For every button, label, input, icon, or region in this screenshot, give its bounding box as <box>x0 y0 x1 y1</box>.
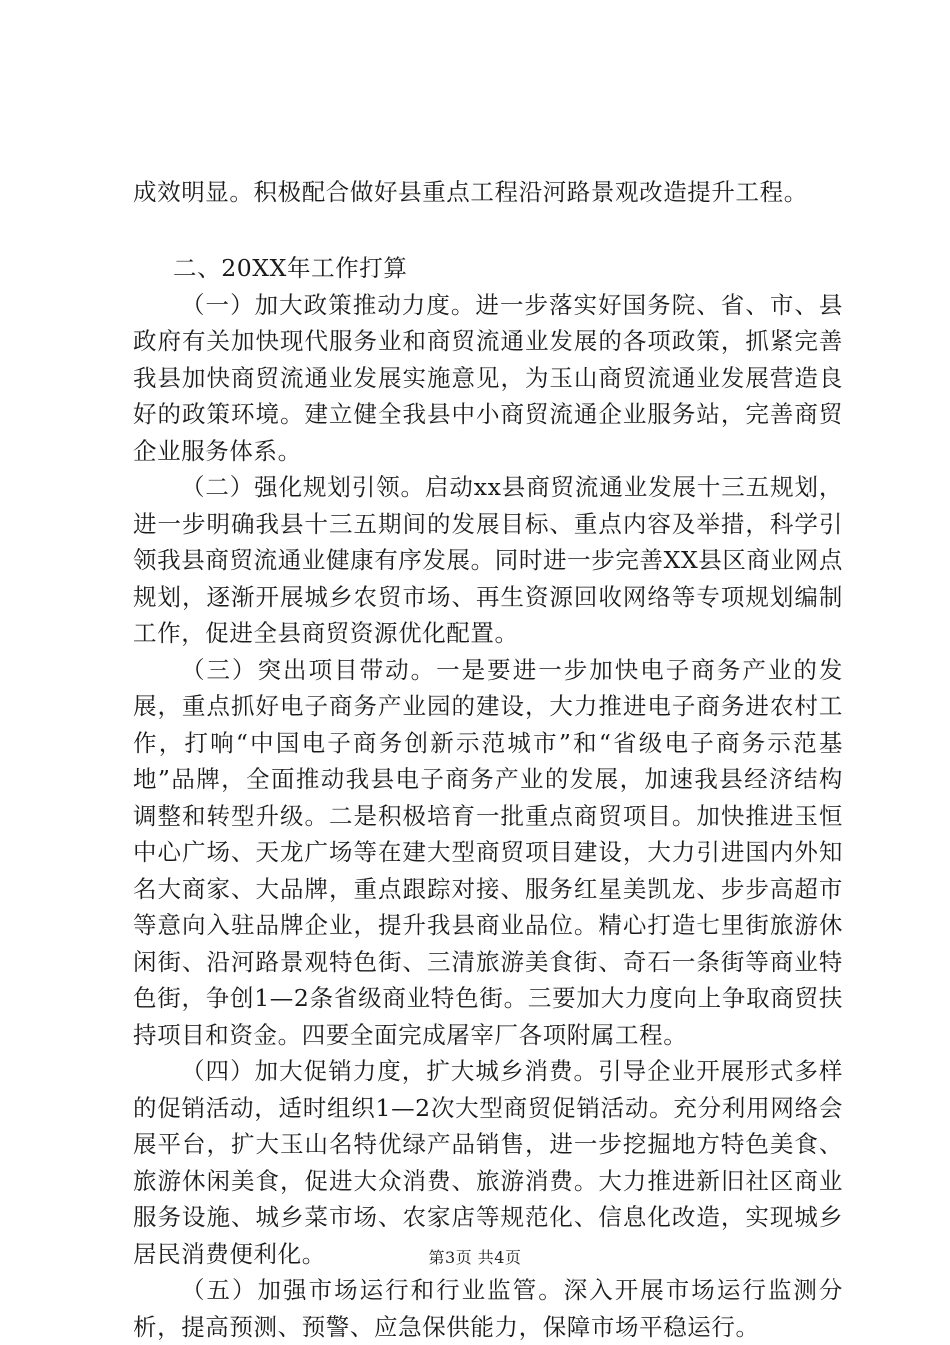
document-body <box>133 250 843 1345</box>
continuation-line: 成效明显。积极配合做好县重点工程沿河路景观改造提升工程。 <box>133 178 808 206</box>
section-heading: 二、20XX年工作打算 <box>173 254 408 282</box>
paragraph-1: （一）加大政策推动力度。进一步落实好国务院、省、市、县政府有关加快现代服务业和商贸流通业发展的各项政策，抓紧完善我县加快商贸流通业发展实施意见，为玉山商贸流通业发展营造良好的政策环境。建立健全我县中小商贸流通企业服务站，完善商贸企业服务体系。 <box>133 290 843 465</box>
paragraph-2: （二）强化规划引领。启动xx县商贸流通业发展十三五规划，进一步明确我县十三五期间的发展目标、重点内容及举措，科学引领我县商贸流通业健康有序发展。同时进一步完善XX县区商业网点规划，逐渐开展城乡农贸市场、再生资源回收网络等专项规划编制工作，促进全县商贸资源优化配置。 <box>133 473 843 647</box>
paragraph-5: （五）加强市场运行和行业监管。深入开展市场运行监测分析，提高预测、预警、应急保供能力，保障市场平稳运行。 <box>133 1276 843 1341</box>
paragraph-3: （三）突出项目带动。一是要进一步加快电子商务产业的发展，重点抓好电子商务产业园的建设，大力推进电子商务进农村工作，打响“中国电子商务创新示范城市”和“省级电子商务示范基地”品牌，全面推动我县电子商务产业的发展，加速我县经济结构调整和转型升级。二是积极培育一批重点商贸项目。加快推进玉恒中心广场、天龙广场等在建大型商贸项目建设，大力引进国内外知名大商家、大品牌，重点跟踪对接、服务红星美凯龙、步步高超市等意向入驻品牌企业，提升我县商业品位。精心打造七里街旅游休闲街、沿河路景观特色街、三清旅游美食街、奇石一条街等商业特色街，争创1—2条省级商业特色街。三要加大力度向上争取商贸扶持项目和资金。四要全面完成屠宰厂各项附属工程。 <box>133 655 843 1049</box>
paragraph-4: （四）加大促销力度，扩大城乡消费。引导企业开展形式多样的促销活动，适时组织1—2次大型商贸促销活动。充分利用网络会展平台，扩大玉山名特优绿产品销售，进一步挖掘地方特色美食、旅游休闲美食，促进大众消费、旅游消费。大力推进新旧社区商业服务设施、城乡菜市场、农家店等规范化、信息化改造，实现城乡居民消费便利化。 <box>133 1057 843 1268</box>
page-footer: 第3页 共4页 <box>428 1248 522 1267</box>
